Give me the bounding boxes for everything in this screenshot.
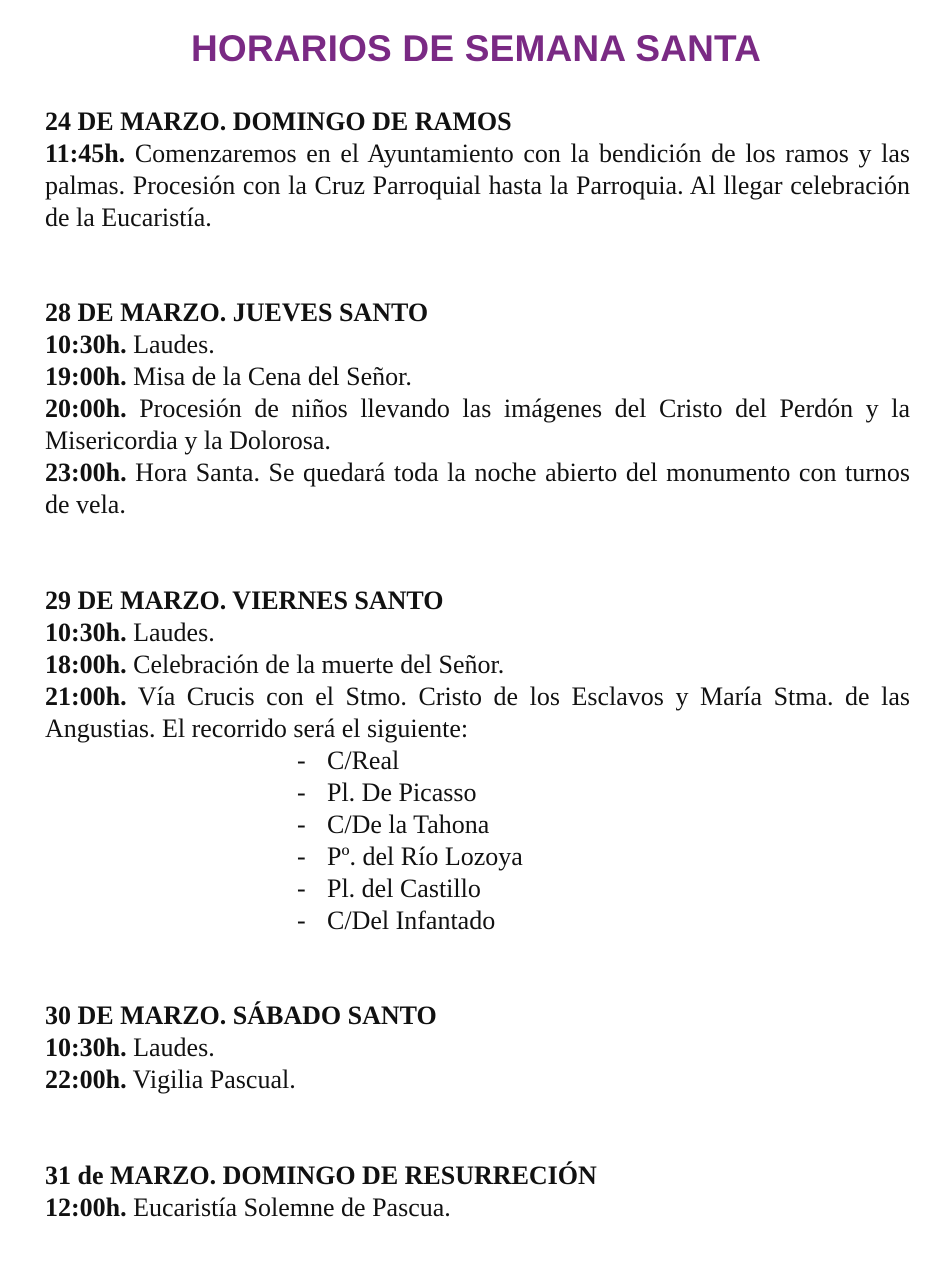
entry-time: 22:00h. xyxy=(45,1065,127,1094)
entry-time: 19:00h. xyxy=(45,362,127,391)
entry-text: Comenzaremos en el Ayuntamiento con la bendición de los ramos y las palmas. Procesión con la Cruz Parroquial hasta la Parroquia. Al llegar celebración de la Eucaristía. xyxy=(45,139,911,232)
route-item xyxy=(297,841,910,873)
schedule-entry xyxy=(45,393,910,457)
schedule-entry xyxy=(45,649,910,681)
section-sabado-santo xyxy=(45,1000,910,1096)
schedule-entry xyxy=(45,138,910,234)
route-item xyxy=(297,745,910,777)
entry-text: Eucaristía Solemne de Pascua. xyxy=(133,1193,451,1222)
entry-text: Laudes. xyxy=(133,618,215,647)
schedule-entry xyxy=(45,361,910,393)
entry-time: 10:30h. xyxy=(45,1033,127,1062)
entry-time: 21:00h. xyxy=(45,682,127,711)
entry-time: 20:00h. xyxy=(45,394,127,423)
schedule-entry xyxy=(45,617,910,649)
schedule-entry xyxy=(45,1032,910,1064)
route-item xyxy=(297,873,910,905)
bullet-dash: - xyxy=(297,746,306,775)
schedule-entry xyxy=(45,457,910,521)
route-item xyxy=(297,777,910,809)
route-item-label: C/De la Tahona xyxy=(327,810,490,839)
entry-text: Misa de la Cena del Señor. xyxy=(133,362,412,391)
section-domingo-ramos xyxy=(45,106,910,234)
entry-time: 23:00h. xyxy=(45,458,127,487)
route-item-label: Pº. del Río Lozoya xyxy=(327,842,523,871)
route-item xyxy=(297,905,910,937)
entry-text: Laudes. xyxy=(133,1033,215,1062)
route-item-label: C/Real xyxy=(327,746,400,775)
section-viernes-santo xyxy=(45,585,910,937)
entry-time: 11:45h. xyxy=(45,139,126,168)
schedule-entry xyxy=(45,329,910,361)
section-jueves-santo xyxy=(45,297,910,521)
entry-text: Hora Santa. Se quedará toda la noche abierto del monumento con turnos de vela. xyxy=(45,458,910,519)
schedule-entry xyxy=(45,681,910,745)
entry-text: Vía Crucis con el Stmo. Cristo de los Esclavos y María Stma. de las Angustias. El recorrido será el siguiente: xyxy=(45,682,911,743)
bullet-dash: - xyxy=(297,842,306,871)
section-heading: 24 DE MARZO. DOMINGO DE RAMOS xyxy=(45,107,512,136)
section-heading: 28 DE MARZO. JUEVES SANTO xyxy=(45,298,429,327)
entry-time: 12:00h. xyxy=(45,1193,127,1222)
entry-text: Procesión de niños llevando las imágenes del Cristo del Perdón y la Misericordia y la Dolorosa. xyxy=(45,394,911,455)
bullet-dash: - xyxy=(297,906,306,935)
bullet-dash: - xyxy=(297,810,306,839)
section-heading: 29 DE MARZO. VIERNES SANTO xyxy=(45,586,444,615)
entry-time: 10:30h. xyxy=(45,618,127,647)
bullet-dash: - xyxy=(297,874,306,903)
route-item-label: Pl. De Picasso xyxy=(327,778,477,807)
section-domingo-resurreccion xyxy=(45,1160,910,1224)
entry-text: Celebración de la muerte del Señor. xyxy=(133,650,505,679)
section-heading: 31 de MARZO. DOMINGO DE RESURRECIÓN xyxy=(45,1161,597,1190)
entry-text: Laudes. xyxy=(133,330,215,359)
entry-time: 18:00h. xyxy=(45,650,127,679)
entry-time: 10:30h. xyxy=(45,330,127,359)
route-item-label: Pl. del Castillo xyxy=(327,874,481,903)
route-item-label: C/Del Infantado xyxy=(327,906,496,935)
route-item xyxy=(297,809,910,841)
schedule-entry xyxy=(45,1064,910,1096)
entry-text: Vigilia Pascual. xyxy=(132,1065,296,1094)
bullet-dash: - xyxy=(297,778,306,807)
section-heading: 30 DE MARZO. SÁBADO SANTO xyxy=(45,1001,437,1030)
route-list xyxy=(45,745,910,937)
page-title: HORARIOS DE SEMANA SANTA xyxy=(190,28,762,69)
schedule-entry xyxy=(45,1192,910,1224)
